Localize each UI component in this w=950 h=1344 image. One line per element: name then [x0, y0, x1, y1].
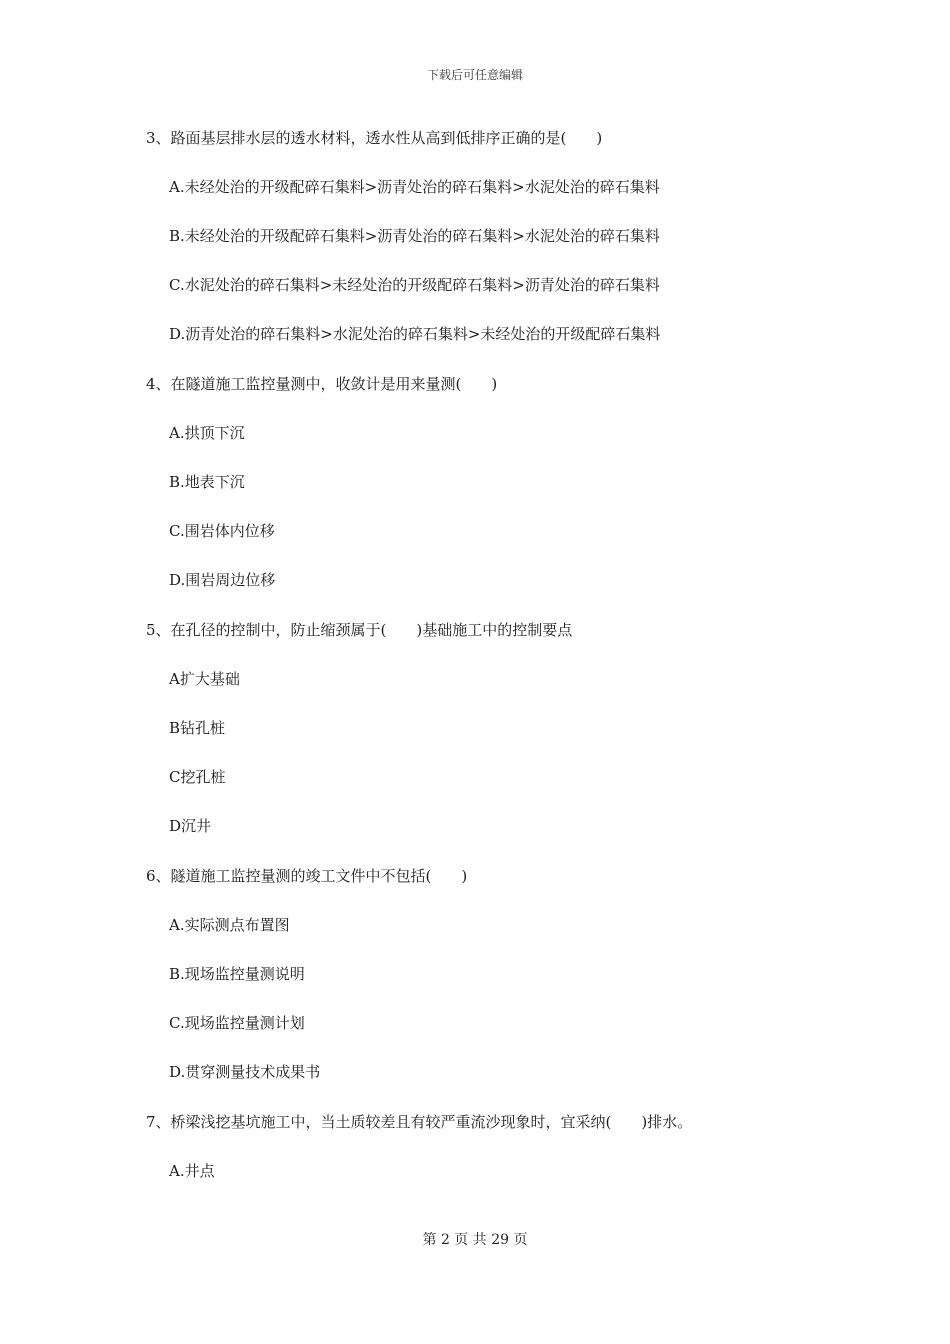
question-option: B.现场监控量测说明	[169, 965, 305, 983]
question-option: C.现场监控量测计划	[169, 1014, 305, 1032]
question-option: C.水泥处治的碎石集料>未经处治的开级配碎石集料>沥青处治的碎石集料	[169, 276, 660, 294]
page-number: 第 2 页 共 29 页	[422, 1232, 528, 1248]
header-note: 下载后可任意编辑	[426, 68, 523, 82]
question-option: A.井点	[169, 1162, 215, 1180]
question-stem: 5、在孔径的控制中，防止缩颈属于( )基础施工中的控制要点	[146, 621, 573, 639]
question-option: A扩大基础	[169, 670, 240, 688]
question-option: D.沥青处治的碎石集料>水泥处治的碎石集料>未经处治的开级配碎石集料	[169, 325, 661, 343]
question-option: B钻孔桩	[169, 719, 226, 737]
question-option: A.实际测点布置图	[169, 916, 290, 934]
question-stem: 4、在隧道施工监控量测中，收敛计是用来量测( )	[146, 375, 498, 393]
question-stem: 3、路面基层排水层的透水材料，透水性从高到低排序正确的是( )	[146, 129, 603, 147]
question-option: A.拱顶下沉	[169, 424, 245, 442]
question-option: C挖孔桩	[169, 768, 226, 786]
question-option: A.未经处治的开级配碎石集料>沥青处治的碎石集料>水泥处治的碎石集料	[169, 178, 660, 196]
question-option: B.未经处治的开级配碎石集料>沥青处治的碎石集料>水泥处治的碎石集料	[169, 227, 660, 245]
question-option: D沉井	[169, 817, 212, 835]
question-stem: 7、桥梁浅挖基坑施工中，当土质较差且有较严重流沙现象时，宜采纳( )排水。	[146, 1113, 693, 1131]
question-stem: 6、隧道施工监控量测的竣工文件中不包括( )	[146, 867, 468, 885]
question-option: B.地表下沉	[169, 473, 245, 491]
question-option: D.围岩周边位移	[169, 571, 276, 589]
question-option: D.贯穿测量技术成果书	[169, 1063, 321, 1081]
question-option: C.围岩体内位移	[169, 522, 275, 540]
